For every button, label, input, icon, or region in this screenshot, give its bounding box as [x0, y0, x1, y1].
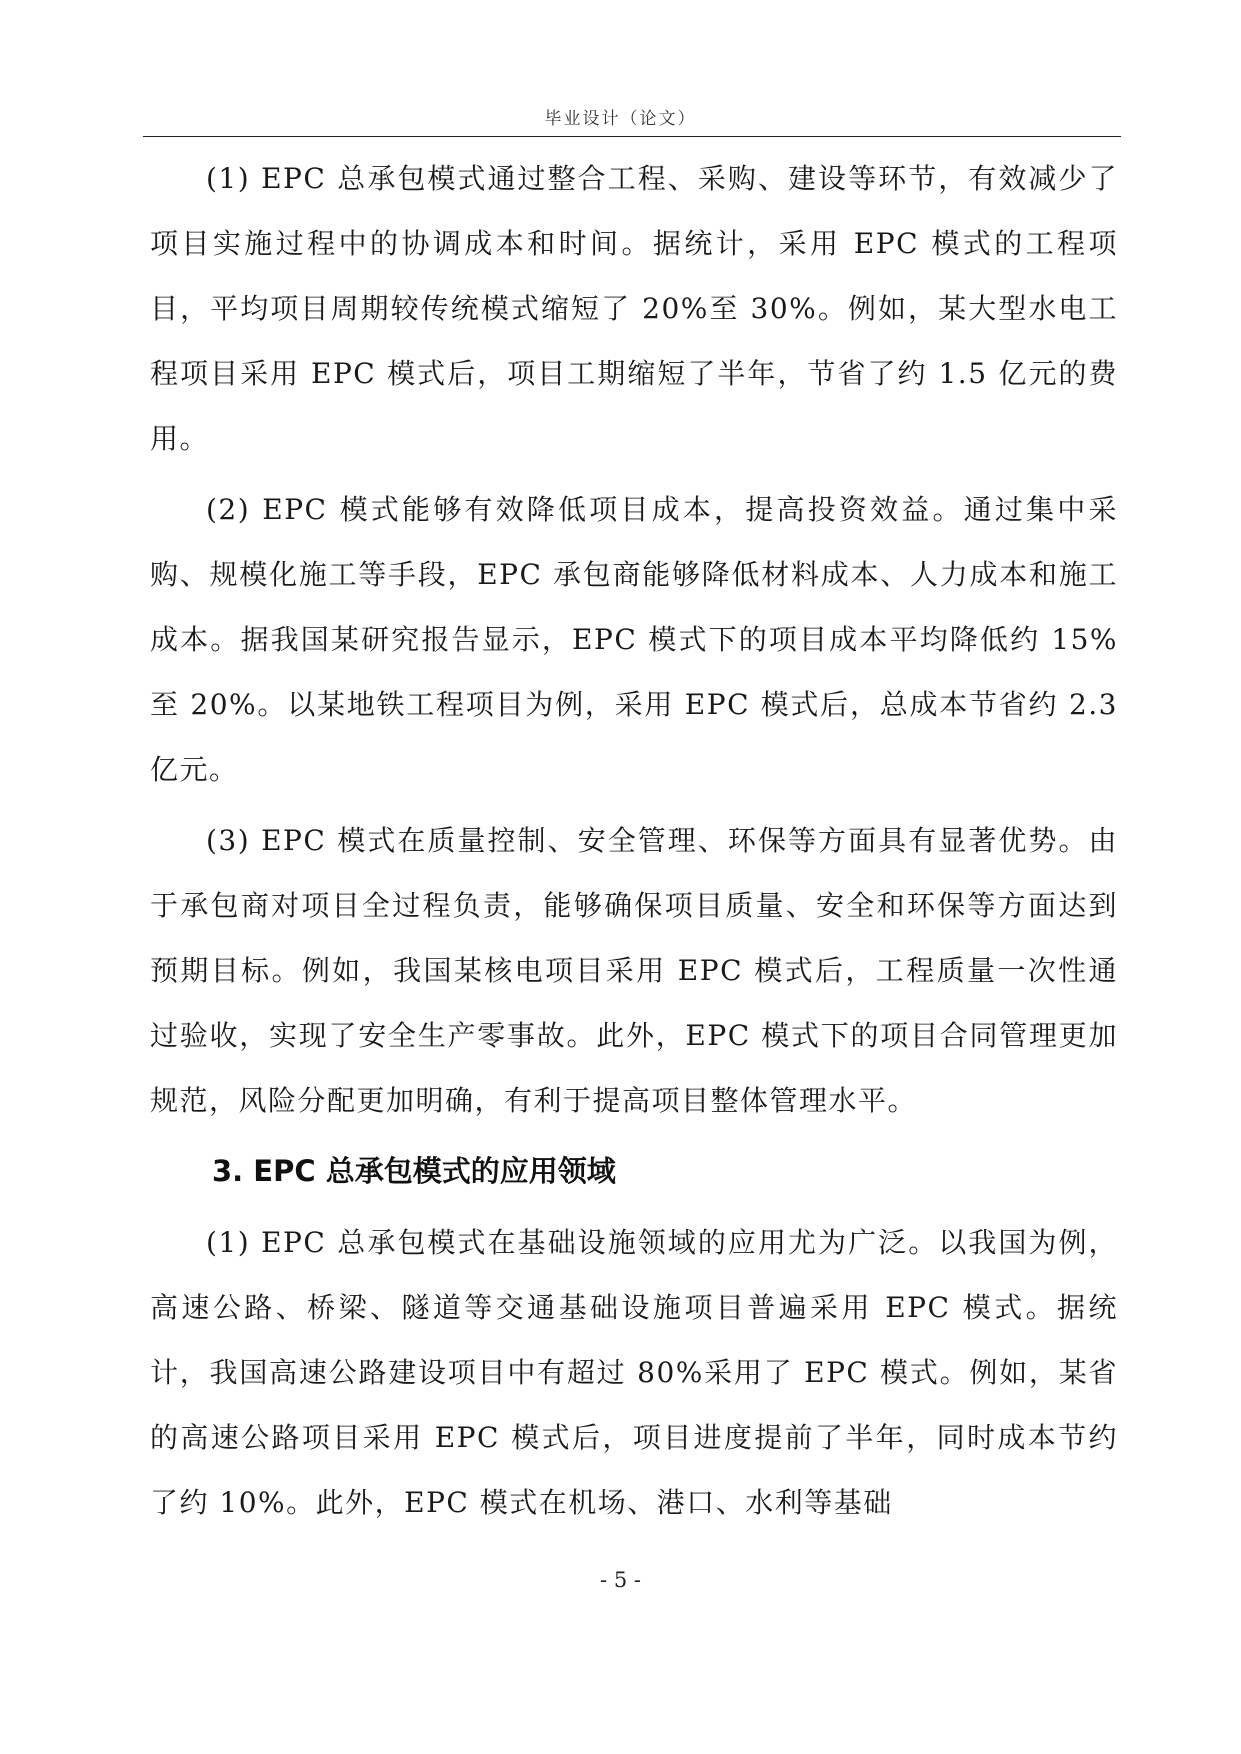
section-heading: 3. EPC 总承包模式的应用领域: [212, 1154, 616, 1188]
paragraph-advantage-2: (2) EPC 模式能够有效降低项目成本，提高投资效益。通过集中采购、规模化施工等手段，EPC 承包商能够降低材料成本、人力成本和施工成本。据我国某研究报告显示，EPC 模式下的项目成本平均降低约 15%至 20%。以某地铁工程项目为例，采用 EPC 模式后，总成本节省约 2.3 亿元。: [150, 493, 1118, 786]
paragraph-application-1: (1) EPC 总承包模式在基础设施领域的应用尤为广泛。以我国为例，高速公路、桥梁、隧道等交通基础设施项目普遍采用 EPC 模式。据统计，我国高速公路建设项目中有超过 80%采用了 EPC 模式。例如，某省的高速公路项目采用 EPC 模式后，项目进度提前了半年，同时成本节约了约 10%。此外，EPC 模式在机场、港口、水利等基础: [150, 1226, 1118, 1519]
page-number: - 5 -: [600, 1568, 641, 1592]
header-divider: [143, 136, 1121, 137]
document-body: [150, 146, 1118, 1541]
page-header-title: 毕业设计（论文）: [544, 109, 697, 129]
paragraph-advantage-3: (3) EPC 模式在质量控制、安全管理、环保等方面具有显著优势。由于承包商对项目全过程负责，能够确保项目质量、安全和环保等方面达到预期目标。例如，我国某核电项目采用 EPC 模式后，工程质量一次性通过验收，实现了安全生产零事故。此外，EPC 模式下的项目合同管理更加规范，风险分配更加明确，有利于提高项目整体管理水平。: [150, 824, 1118, 1117]
paragraph-advantage-1: (1) EPC 总承包模式通过整合工程、采购、建设等环节，有效减少了项目实施过程中的协调成本和时间。据统计，采用 EPC 模式的工程项目，平均项目周期较传统模式缩短了 20%至 30%。例如，某大型水电工程项目采用 EPC 模式后，项目工期缩短了半年，节省了约 1.5 亿元的费用。: [150, 162, 1118, 455]
